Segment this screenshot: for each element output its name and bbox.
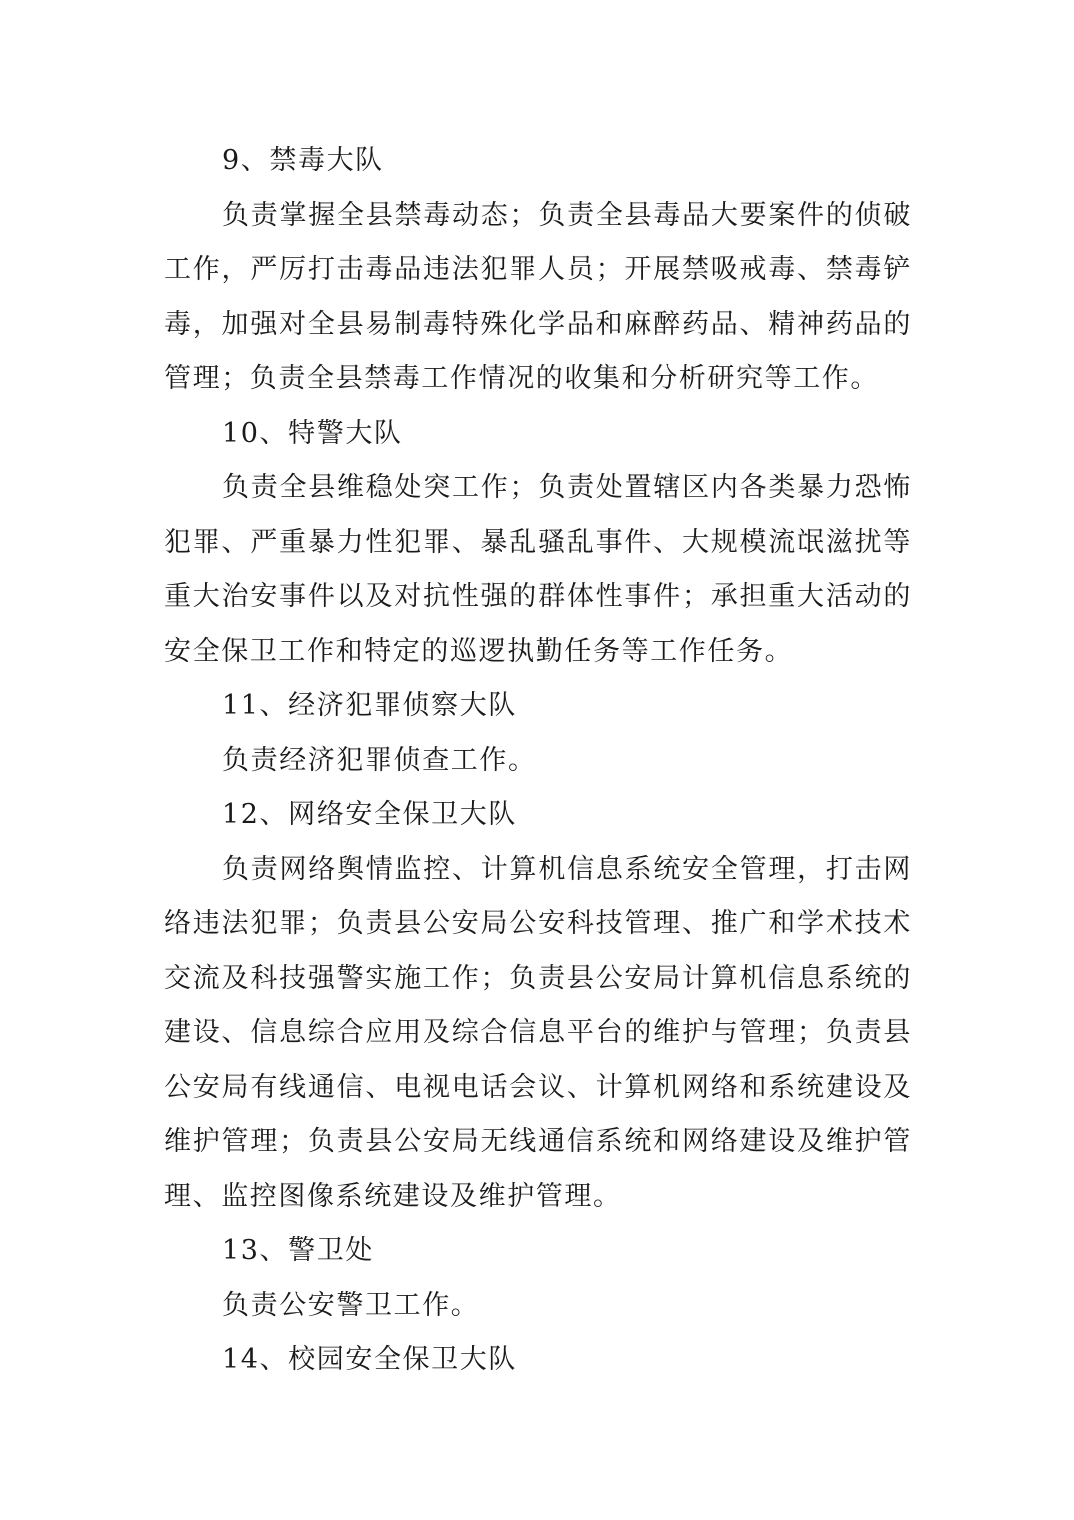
section-heading-13: 13、警卫处 xyxy=(222,1235,374,1266)
section-body-9: 负责掌握全县禁毒动态；负责全县毒品大要案件的侦破工作，严厉打击毒品违法犯罪人员；开展禁吸戒毒、禁毒铲毒，加强对全县易制毒特殊化学品和麻醉药品、精神药品的管理；负责全县禁毒工作情况的收集和分析研究等工作。 xyxy=(164,199,912,394)
section-body-12: 负责网络舆情监控、计算机信息系统安全管理，打击网络违法犯罪；负责县公安局公安科技管理、推广和学术技术交流及科技强警实施工作；负责县公安局计算机信息系统的建设、信息综合应用及综合信息平台的维护与管理；负责县公安局有线通信、电视电话会议、计算机网络和系统建设及维护管理；负责县公安局无线通信系统和网络建设及维护管理、监控图像系统建设及维护管理。 xyxy=(164,853,912,1212)
section-body-11: 负责经济犯罪侦查工作。 xyxy=(222,744,537,776)
section-heading-9: 9、禁毒大队 xyxy=(222,145,384,176)
section-body-10: 负责全县维稳处突工作；负责处置辖区内各类暴力恐怖犯罪、严重暴力性犯罪、暴乱骚乱事件、大规模流氓滋扰等重大治安事件以及对抗性强的群体性事件；承担重大活动的安全保卫工作和特定的巡逻执勤任务等工作任务。 xyxy=(164,472,912,667)
section-body-13: 负责公安警卫工作。 xyxy=(222,1289,480,1321)
section-heading-11: 11、经济犯罪侦察大队 xyxy=(222,690,517,721)
section-heading-10: 10、特警大队 xyxy=(222,417,403,449)
document-body xyxy=(164,134,912,1388)
section-heading-14: 14、校园安全保卫大队 xyxy=(222,1344,517,1375)
section-heading-12: 12、网络安全保卫大队 xyxy=(222,799,517,830)
